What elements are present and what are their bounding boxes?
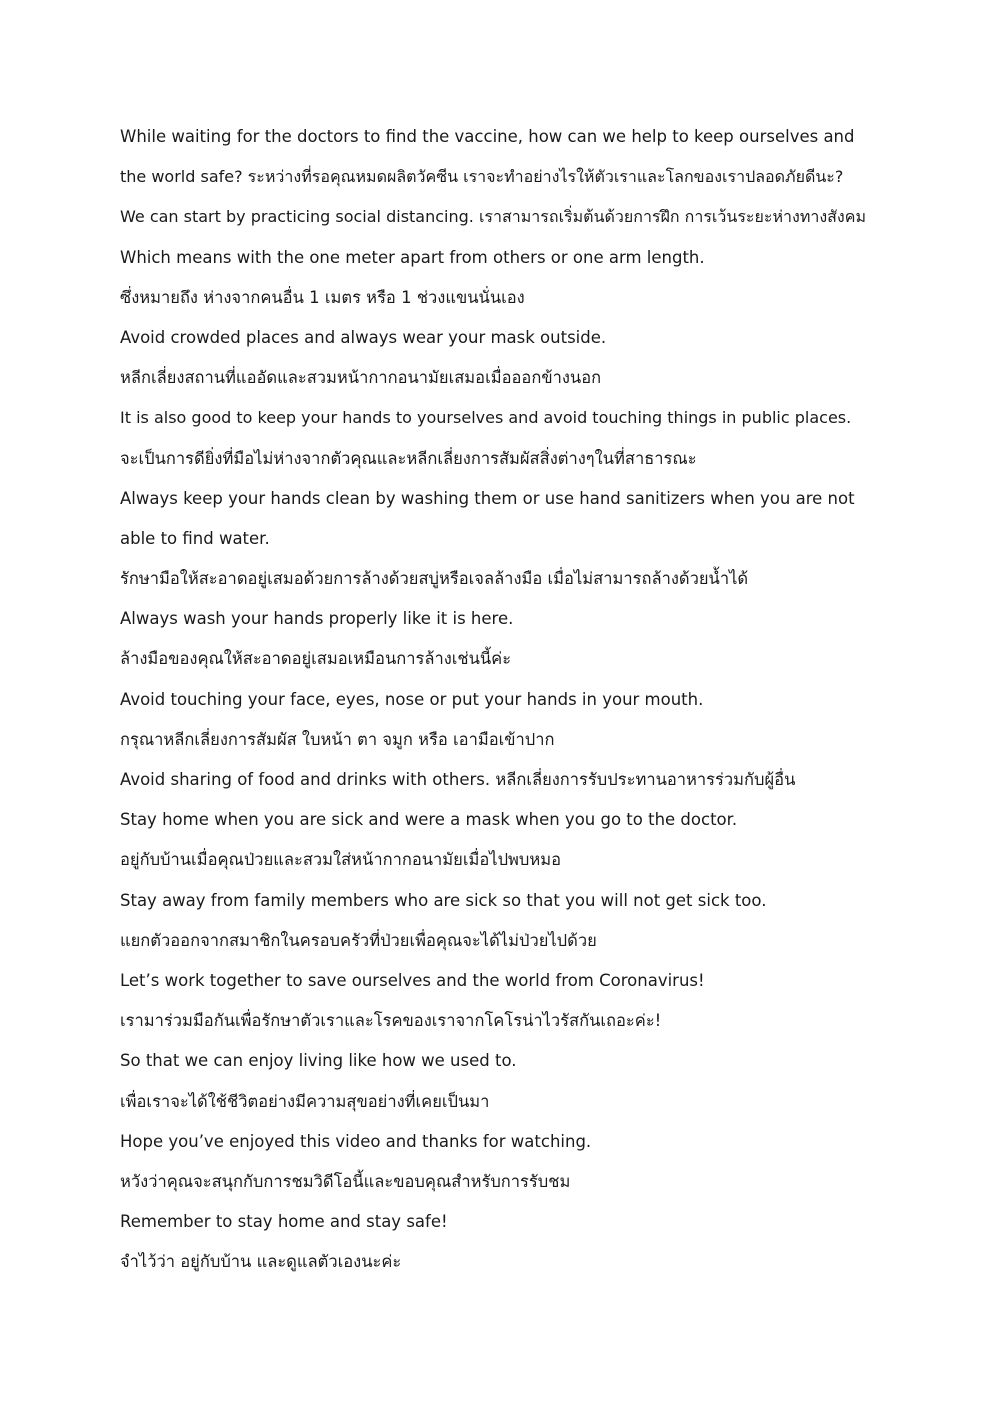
text-line: Stay home when you are sick and were a mask when you go to the doctor. bbox=[120, 810, 738, 830]
text-line: the world safe? ระหว่างที่รอคุณหมดผลิตวัคซีน เราจะทำอย่างไรให้ตัวเราและโลกของเราปลอดภัยดีนะ? bbox=[120, 167, 844, 187]
text-line: able to find water. bbox=[120, 528, 270, 548]
text-line: Always wash your hands properly like it is here. bbox=[120, 609, 514, 629]
text-line: ซึ่งหมายถึง ห่างจากคนอื่น 1 เมตร หรือ 1 ช่วงแขนนั่นเอง bbox=[120, 287, 525, 307]
text-line: หลีกเลี่ยงสถานที่แออัดและสวมหน้ากากอนามัยเสมอเมื่อออกข้างนอก bbox=[120, 368, 602, 388]
text-line: จำไว้ว่า อยู่กับบ้าน และดูแลตัวเองนะค่ะ bbox=[120, 1252, 402, 1272]
text-line: Avoid sharing of food and drinks with others. หลีกเลี่ยงการรับประทานอาหารร่วมกับผู้อื่น bbox=[120, 770, 796, 789]
text-line: หวังว่าคุณจะสนุกกับการชมวิดีโอนี้และขอบคุณสำหรับการรับชม bbox=[120, 1171, 571, 1191]
text-line: Avoid crowded places and always wear your mask outside. bbox=[120, 327, 607, 347]
text-line: แยกตัวออกจากสมาชิกในครอบครัวที่ป่วยเพื่อคุณจะได้ไม่ป่วยไปด้วย bbox=[120, 930, 597, 950]
text-line: Let’s work together to save ourselves and the world from Coronavirus! bbox=[120, 970, 705, 990]
text-line: Remember to stay home and stay safe! bbox=[120, 1212, 448, 1232]
text-line: ล้างมือของคุณให้สะอาดอยู่เสมอเหมือนการล้างเช่นนี้ค่ะ bbox=[120, 649, 512, 669]
text-line: กรุณาหลีกเลี่ยงการสัมผัส ใบหน้า ตา จมูก หรือ เอามือเข้าปาก bbox=[120, 729, 555, 749]
text-line: รักษามือให้สะอาดอยู่เสมอด้วยการล้างด้วยสบู่หรือเจลล้างมือ เมื่อไม่สามารถล้างด้วยน้ำได้ bbox=[120, 569, 749, 589]
text-line: So that we can enjoy living like how we used to. bbox=[120, 1051, 517, 1071]
text-line: จะเป็นการดียิ่งที่มือไม่ห่างจากตัวคุณและหลีกเลี่ยงการสัมผัสสิ่งต่างๆในที่สาธารณะ bbox=[120, 448, 697, 468]
text-line: Stay away from family members who are sick so that you will not get sick too. bbox=[120, 890, 767, 910]
document-body bbox=[120, 122, 900, 1287]
text-line: It is also good to keep your hands to yourselves and avoid touching things in public places. bbox=[120, 408, 852, 428]
text-line: Always keep your hands clean by washing them or use hand sanitizers when you are not bbox=[120, 488, 855, 508]
text-line: Avoid touching your face, eyes, nose or put your hands in your mouth. bbox=[120, 689, 704, 709]
text-line: While waiting for the doctors to find the vaccine, how can we help to keep ourselves and bbox=[120, 127, 855, 146]
text-line: เพื่อเราจะได้ใช้ชีวิตอย่างมีความสุขอย่างที่เคยเป็นมา bbox=[120, 1091, 490, 1111]
text-line: Hope you’ve enjoyed this video and thanks for watching. bbox=[120, 1131, 592, 1151]
text-line: อยู่กับบ้านเมื่อคุณป่วยและสวมใส่หน้ากากอนามัยเมื่อไปพบหมอ bbox=[120, 850, 562, 870]
text-line: เรามาร่วมมือกันเพื่อรักษาตัวเราและโรคของเราจากโคโรน่าไวรัสกันเถอะค่ะ! bbox=[120, 1011, 662, 1031]
text-line: Which means with the one meter apart from others or one arm length. bbox=[120, 247, 705, 267]
text-line: We can start by practicing social distancing. เราสามารถเริ่มต้นด้วยการฝึก การเว้นระยะห่างทางสังคม bbox=[120, 207, 866, 227]
